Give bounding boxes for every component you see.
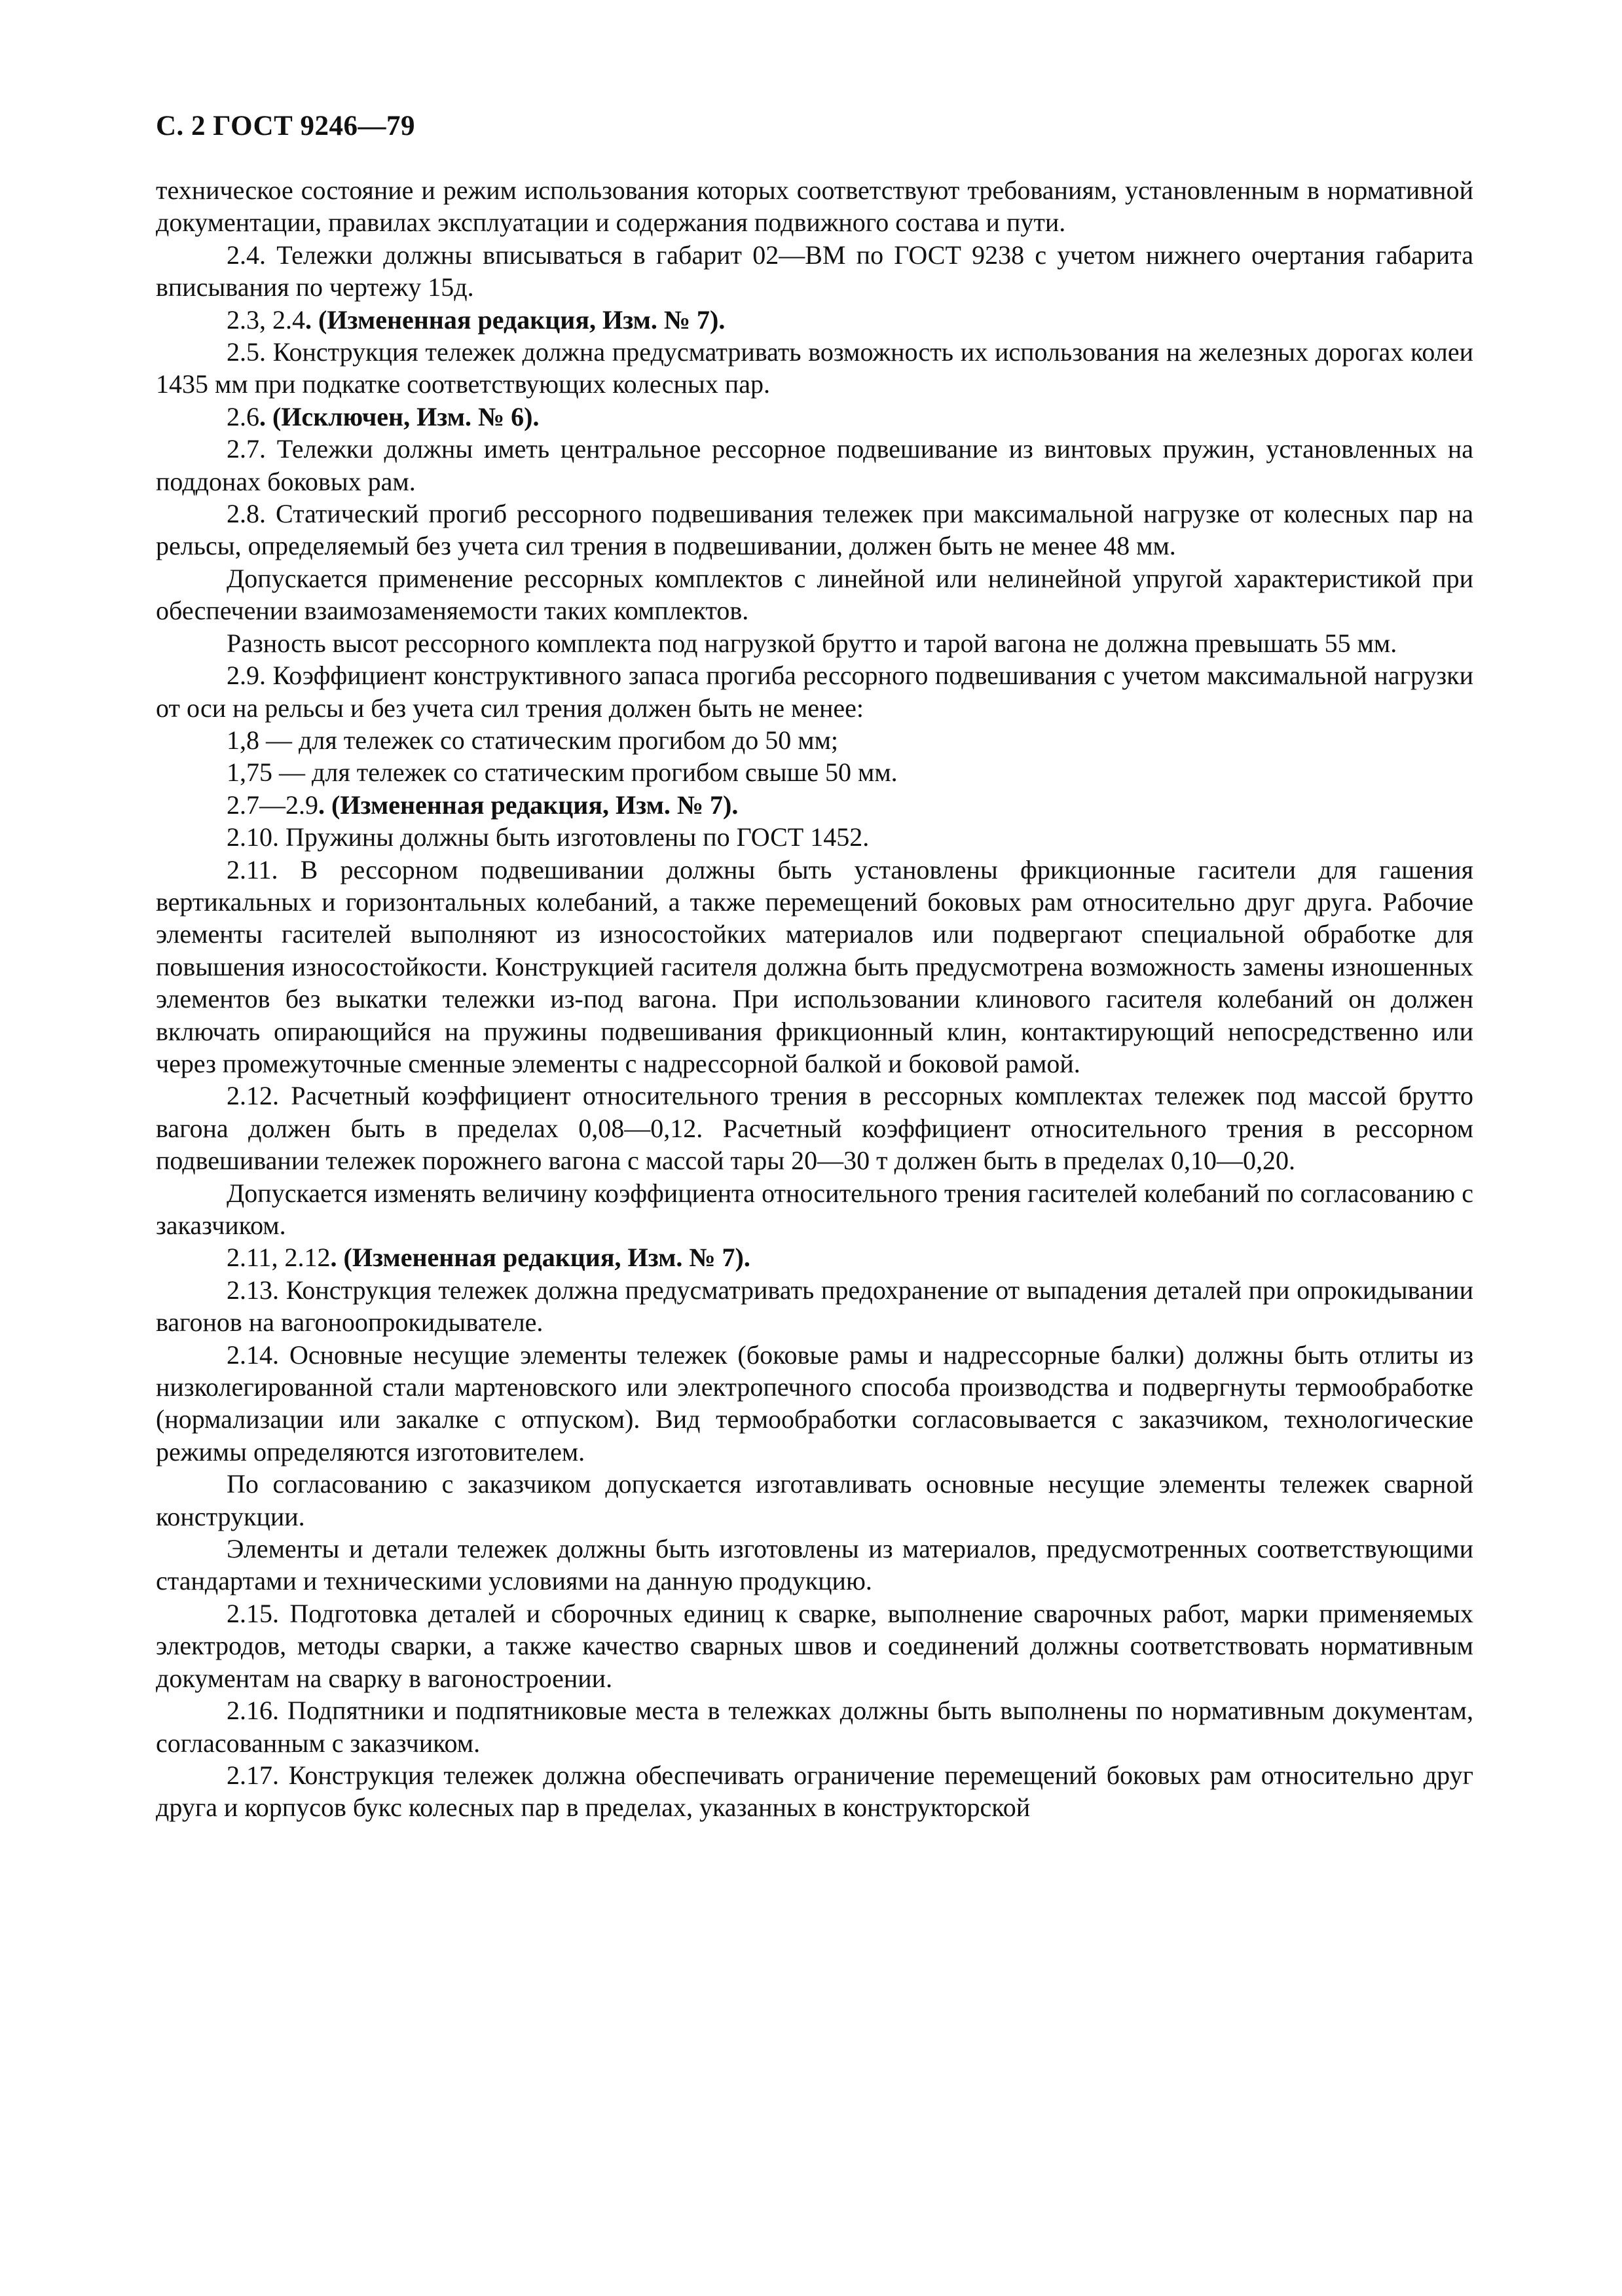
document-body: [156, 174, 1473, 1824]
paragraph-2-16: 2.16. Подпятники и подпятниковые места в тележках должны быть выполнены по нормативным документам, согласованным с заказчиком.: [156, 1696, 1473, 1758]
paragraph-2-17: 2.17. Конструкция тележек должна обеспечивать ограничение перемещений боковых рам относительно друг друга и корпусов букс колесных пар в пределах, указанных в конструкторской: [156, 1760, 1473, 1823]
amendment-note-2-3-2-4: [156, 304, 1473, 336]
paragraph-2-8-note-1: Допускается применение рессорных комплектов с линейной или нелинейной упругой характеристикой при обеспечении взаимозаменяемости таких комплектов.: [156, 563, 1473, 626]
paragraph-2-15: 2.15. Подготовка деталей и сборочных единиц к сварке, выполнение сварочных работ, марки применяемых электродов, методы сварки, а также качество сварных швов и соединений должны соответствовать нормативным документам на сварку в вагоностроении.: [156, 1598, 1473, 1693]
amendment-ref: 2.3, 2.4: [227, 304, 305, 335]
paragraph-2-12: 2.12. Расчетный коэффициент относительного трения в рессорных комплектах тележек под массой брутто вагона должен быть в пределах 0,08—0,12. Расчетный коэффициент относительного трения в рессорном подвешивании тележек порожнего вагона с массой тары 20—30 т должен быть в пределах 0,10—0,20.: [156, 1081, 1473, 1176]
amendment-ref: 2.11, 2.12: [227, 1243, 331, 1273]
paragraph-continuation: техническое состояние и режим использования которых соответствуют требованиям, установленным в нормативной документации, правилах эксплуатации и содержания подвижного состава и пути.: [156, 175, 1473, 238]
paragraph-2-12-note: Допускается изменять величину коэффициента относительного трения гасителей колебаний по согласованию с заказчиком.: [156, 1178, 1473, 1240]
paragraph-2-8-note-2: Разность высот рессорного комплекта под нагрузкой брутто и тарой вагона не должна превышать 55 мм.: [227, 628, 1397, 658]
amendment-note-2-6: [156, 401, 1473, 433]
paragraph-2-5: 2.5. Конструкция тележек должна предусматривать возможность их использования на железных дорогах колеи 1435 мм при подкатке соответствующих колесных пар.: [156, 337, 1473, 399]
amendment-ref: 2.7—2.9: [227, 790, 318, 820]
document-page: [156, 110, 1473, 1824]
paragraph-2-14-note-1: По согласованию с заказчиком допускается изготавливать основные несущие элементы тележек сварной конструкции.: [156, 1469, 1473, 1531]
list-item: 1,75 — для тележек со статическим прогибом свыше 50 мм.: [227, 757, 898, 788]
paragraph-2-8: 2.8. Статический прогиб рессорного подвешивания тележек при максимальной нагрузке от колесных пар на рельсы, определяемый без учета сил трения в подвешивании, должен быть не менее 48 мм.: [156, 499, 1473, 561]
amendment-text: . (Измененная редакция, Изм. № 7).: [330, 1243, 750, 1273]
list-item: 1,8 — для тележек со статическим прогибом до 50 мм;: [227, 725, 839, 755]
paragraph-2-4: 2.4. Тележки должны вписываться в габарит 02—ВМ по ГОСТ 9238 с учетом нижнего очертания габарита вписывания по чертежу 15д.: [156, 240, 1473, 302]
amendment-ref: 2.6: [227, 401, 259, 431]
paragraph-2-7: 2.7. Тележки должны иметь центральное рессорное подвешивание из винтовых пружин, установленных на поддонах боковых рам.: [156, 434, 1473, 496]
paragraph-2-11: 2.11. В рессорном подвешивании должны быть установлены фрикционные гасители для гашения вертикальных и горизонтальных колебаний, а также перемещений боковых рам относительно друг друга. Рабочие элементы гасителей выполняют из износостойких материалов или подвергают специальной обработке для повышения износостойкости. Конструкцией гасителя должна быть предусмотрена возможность замены изношенных элементов без выкатки тележки из-под вагона. При использовании клинового гасителя колебаний он должен включать опирающийся на пружины подвешивания фрикционный клин, контактирующий непосредственно или через промежуточные сменные элементы с надрессорной балкой и боковой рамой.: [156, 854, 1473, 1078]
paragraph-2-10: 2.10. Пружины должны быть изготовлены по ГОСТ 1452.: [227, 822, 870, 852]
amendment-note-2-11-2-12: [156, 1241, 1473, 1273]
amendment-note-2-7-2-9: [156, 789, 1473, 821]
paragraph-2-14-note-2: Элементы и детали тележек должны быть изготовлены из материалов, предусмотренных соответствующими стандартами и техническими условиями на данную продукцию.: [156, 1534, 1473, 1596]
paragraph-2-14: 2.14. Основные несущие элементы тележек (боковые рамы и надрессорные балки) должны быть отлиты из низколегированной стали мартеновского или электропечного способа производства и подвергнуты термообработке (нормализации или закалке с отпуском). Вид термообработки согласовывается с заказчиком, технологические режимы определяются изготовителем.: [156, 1339, 1473, 1467]
page-header: С. 2 ГОСТ 9246—79: [156, 111, 416, 141]
paragraph-2-9: 2.9. Коэффициент конструктивного запаса прогиба рессорного подвешивания с учетом максимальной нагрузки от оси на рельсы и без учета сил трения должен быть не менее:: [156, 661, 1473, 723]
amendment-text: . (Измененная редакция, Изм. № 7).: [318, 790, 739, 820]
amendment-text: . (Исключен, Изм. № 6).: [259, 401, 540, 431]
amendment-text: . (Измененная редакция, Изм. № 7).: [305, 304, 726, 335]
paragraph-2-13: 2.13. Конструкция тележек должна предусматривать предохранение от выпадения деталей при опрокидывании вагонов на вагоноопрокидывателе.: [156, 1275, 1473, 1338]
